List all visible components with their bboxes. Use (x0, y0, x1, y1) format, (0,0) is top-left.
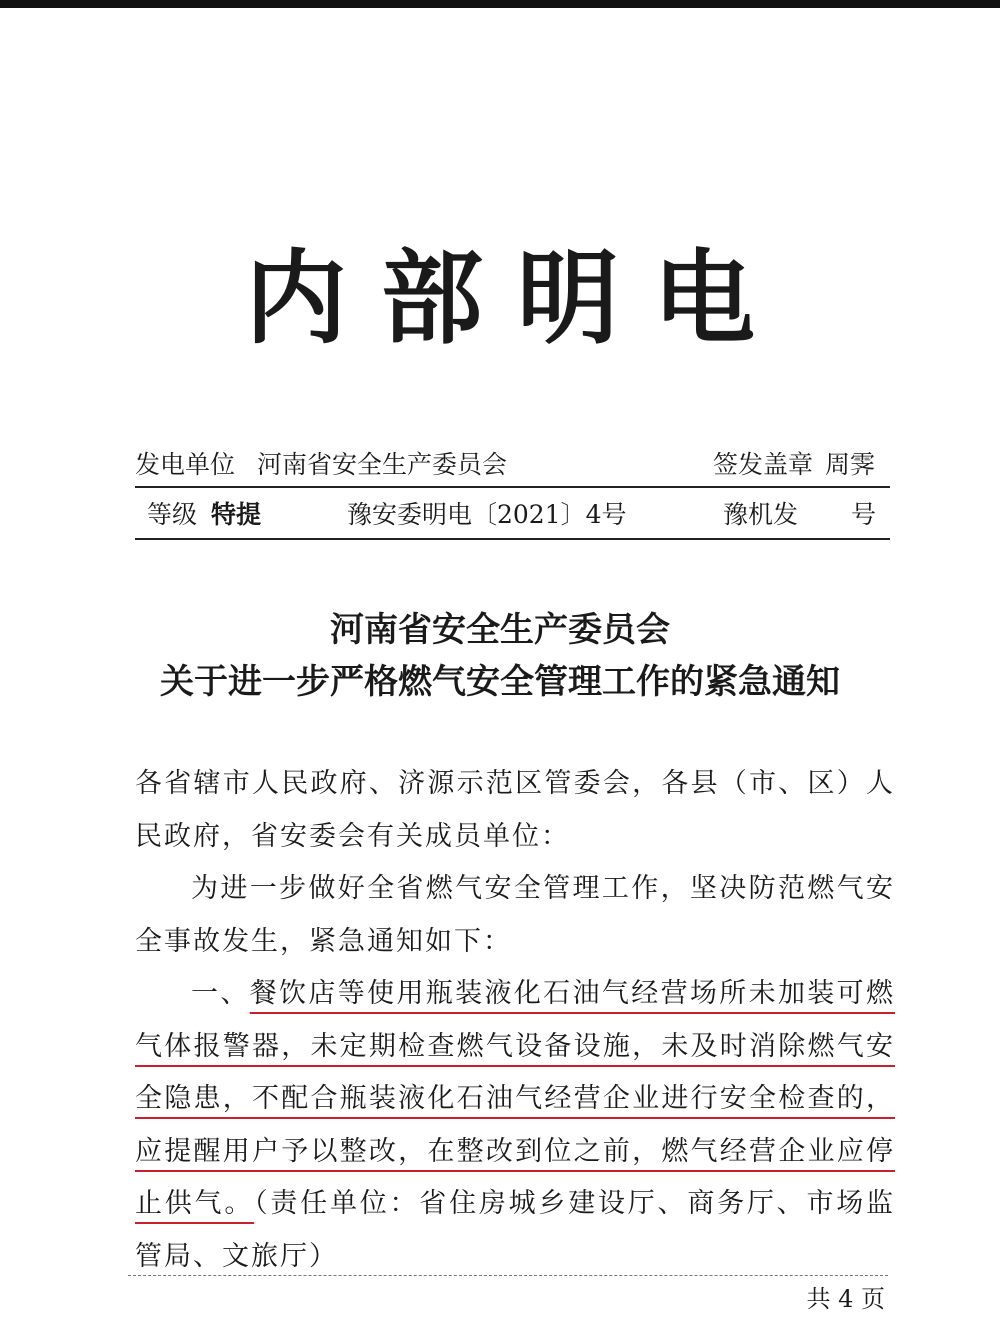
salutation: 各省辖市人民政府、济源示范区管委会，各县（市、区）人民政府，省安委会有关成员单位： (135, 768, 895, 852)
signer-value: 周霁 (825, 450, 876, 479)
item-1-paragraph (135, 968, 895, 1283)
item-1-highlighted-text: 餐饮店等使用瓶装液化石油气经营场所未加装可燃气体报警器，未定期检查燃气设备设施，未及时消除燃气安全隐患，不配合瓶装液化石油气经营企业进行安全检查的，应提醒用户予以整改，在整改到位之前，燃气经营企业应停止供气。 (135, 978, 896, 1219)
notice-body (135, 758, 895, 1283)
title-line-2: 关于进一步严格燃气安全管理工作的紧急通知 (160, 662, 840, 702)
footer-divider (128, 1275, 888, 1276)
item-1-prefix: 一、 (191, 978, 250, 1009)
sender-value: 河南省安全生产委员会 (257, 450, 508, 479)
document-type-heading: 内部明电 (245, 240, 789, 359)
page-count: 共 4 页 (806, 1285, 885, 1313)
signer-label: 签发盖章 (713, 450, 814, 479)
meta-divider (135, 486, 890, 488)
grade-row (135, 495, 890, 535)
intro-paragraph: 为进一步做好全省燃气安全管理工作，坚决防范燃气安全事故发生，紧急通知如下： (135, 873, 895, 957)
sender-label: 发电单位 (135, 450, 236, 479)
item-1-responsibility: （责任单位：省住房城乡建设厅、商务厅、市场监管局、文旅厅） (135, 1188, 896, 1272)
grade-label: 等级 (147, 500, 198, 529)
title-line-1: 河南省安全生产委员会 (330, 610, 670, 650)
number-suffix: 号 (851, 500, 877, 529)
machine-label: 豫机发 (723, 500, 799, 529)
grade-value: 特提 (211, 500, 262, 529)
meta-bottom-rule (135, 538, 890, 540)
doc-number: 豫安委明电〔2021〕4号 (347, 500, 627, 529)
sender-row (135, 445, 890, 485)
top-border (0, 0, 1000, 8)
